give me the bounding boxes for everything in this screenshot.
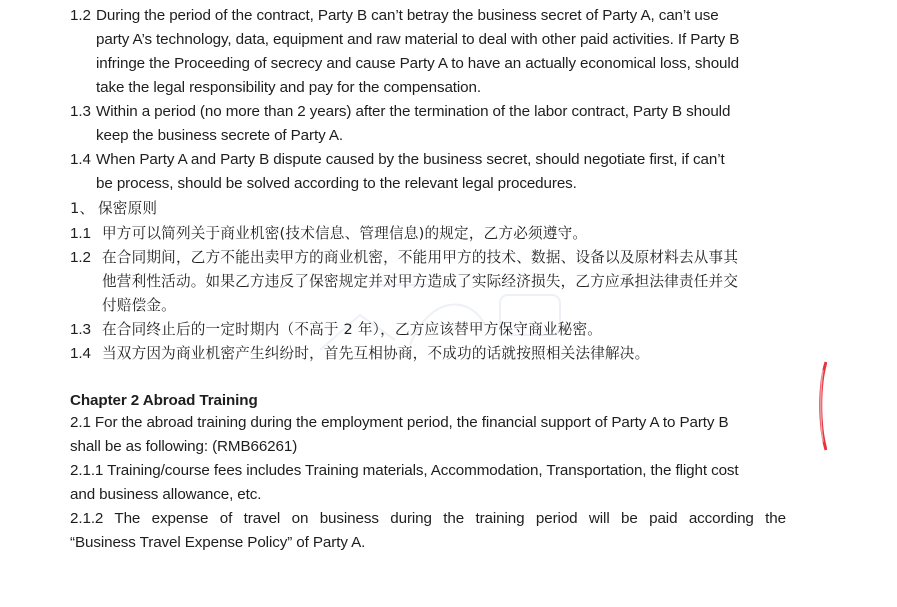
p-2-1-1-line-1: 2.1.1 Training/course fees includes Training materials, Accommodation, Transportation, the flight cost bbox=[70, 462, 739, 479]
red-stamp-edge bbox=[817, 360, 827, 452]
section-title-zh: 保密原则 bbox=[98, 200, 158, 217]
clause-number: 1.2 bbox=[70, 249, 91, 266]
p-2-1-1-line-2: and business allowance, etc. bbox=[70, 486, 262, 503]
clause-1-3-en-line-2: keep the business secrete of Party A. bbox=[96, 127, 344, 144]
clause-1-4-zh-text: 当双方因为商业机密产生纠纷时，首先互相协商，不成功的话就按照相关法律解决。 bbox=[102, 345, 650, 362]
clause-number: 1.4 bbox=[70, 345, 91, 362]
chapter-2-title: Chapter 2 Abroad Training bbox=[70, 392, 258, 409]
p-2-1-line-1: 2.1 For the abroad training during the employment period, the financial support of Party A to Party B bbox=[70, 414, 729, 431]
clause-1-2-en-line-4: take the legal responsibility and pay for the compensation. bbox=[96, 79, 481, 96]
watermark-graphic bbox=[300, 255, 600, 375]
clause-1-2-en-line-2: party A’s technology, data, equipment and raw material to deal with other paid activities. If Party B bbox=[96, 31, 740, 48]
clause-number: 1.3 bbox=[70, 103, 91, 120]
p-2-1-2-line-1: 2.1.2 The expense of travel on business during the training period will be paid according the bbox=[70, 510, 786, 527]
p-2-1-line-2: shall be as following: (RMB66261) bbox=[70, 438, 298, 455]
clause-1-1-zh-text: 甲方可以简列关于商业机密(技术信息、管理信息)的规定，乙方必须遵守。 bbox=[102, 225, 588, 242]
clause-1-2-en-line-3: infringe the Proceeding of secrecy and cause Party A to have an actually economical loss, should bbox=[96, 55, 740, 72]
clause-1-4-en-line-2: be process, should be solved according to the relevant legal procedures. bbox=[96, 175, 577, 192]
clause-1-3-en-line-1: Within a period (no more than 2 years) after the termination of the labor contract, Party B should bbox=[96, 103, 731, 120]
clause-1-2-zh-line-1: 在合同期间，乙方不能出卖甲方的商业机密，不能用甲方的技术、数据、设备以及原材料去从事其 bbox=[102, 249, 739, 266]
clause-number: 1.1 bbox=[70, 225, 91, 242]
p-2-1-2-line-2: “Business Travel Expense Policy” of Party A. bbox=[70, 534, 366, 551]
clause-1-3-zh-text: 在合同终止后的一定时期内（不高于 2 年），乙方应该替甲方保守商业秘密。 bbox=[102, 321, 603, 338]
clause-1-2-en-line-1: During the period of the contract, Party B can’t betray the business secret of Party A, can’t use bbox=[96, 7, 719, 24]
clause-1-2-zh-line-2: 他营利性活动。如果乙方违反了保密规定并对甲方造成了实际经济损失，乙方应承担法律责任并交 bbox=[102, 273, 739, 290]
clause-number: 1.2 bbox=[70, 7, 91, 24]
clause-number: 1.3 bbox=[70, 321, 91, 338]
clause-1-2-zh-line-3: 付赔偿金。 bbox=[102, 297, 176, 314]
clause-number: 1.4 bbox=[70, 151, 91, 168]
clause-1-4-en-line-1: When Party A and Party B dispute caused by the business secret, should negotiate first, if can’t bbox=[96, 151, 725, 168]
section-number: 1、 bbox=[70, 200, 95, 217]
